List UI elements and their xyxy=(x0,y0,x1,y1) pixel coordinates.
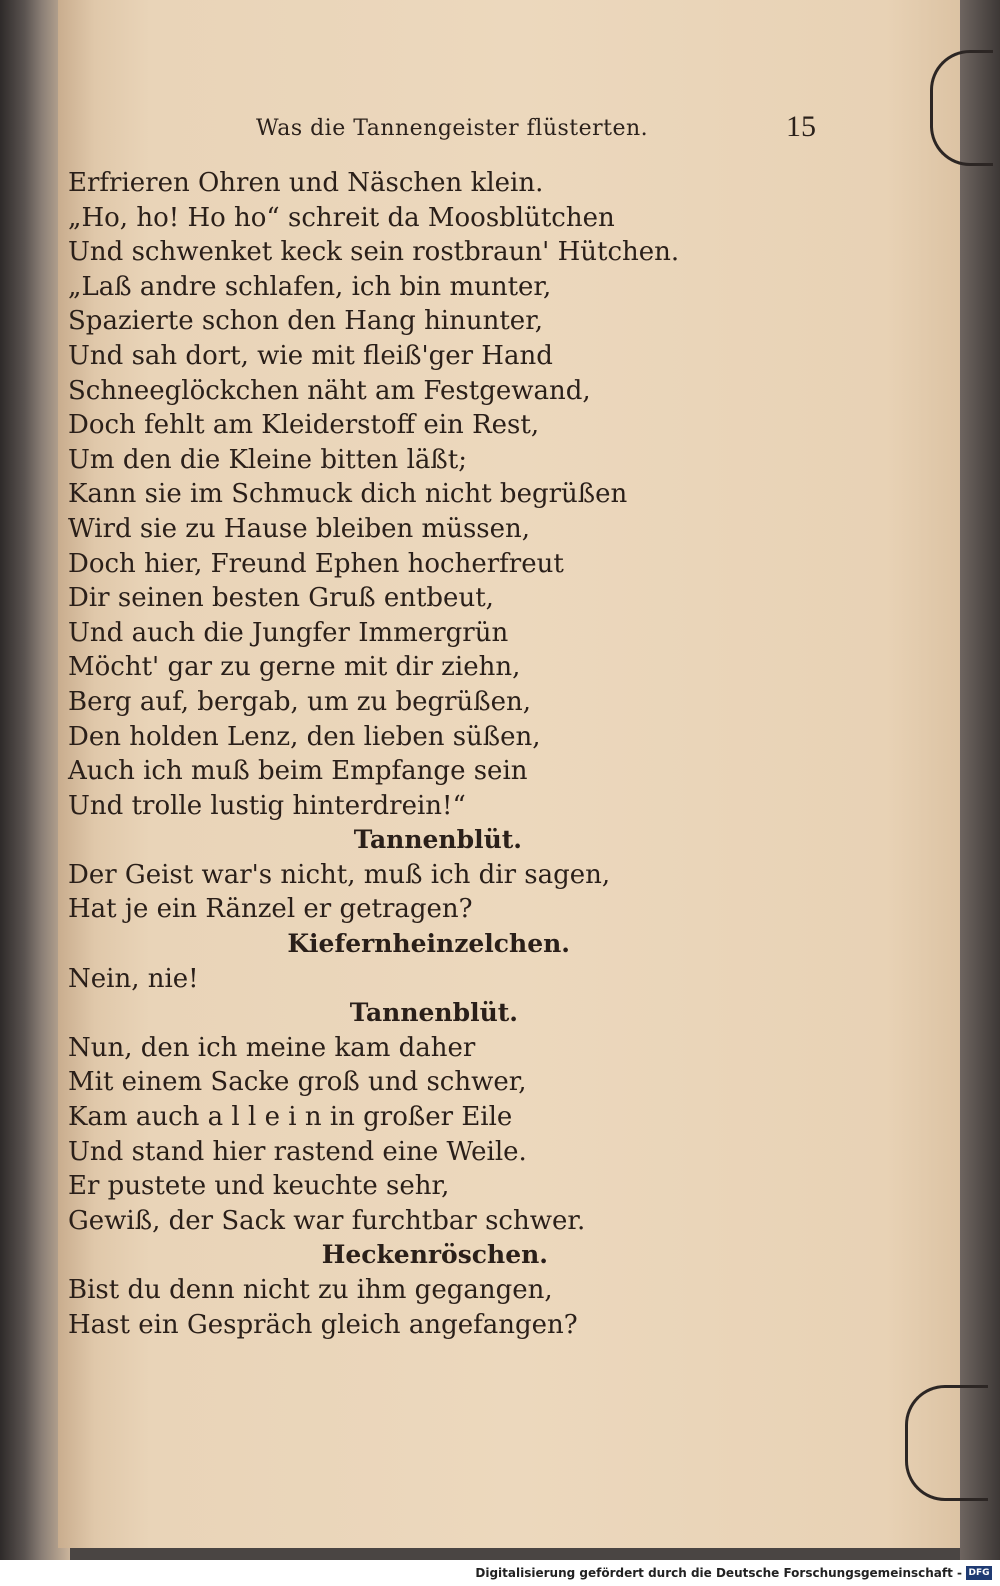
verse-line: Und trolle lustig hinterdrein!“ xyxy=(68,790,466,821)
verse-line: Kann sie im Schmuck dich nicht begrüßen xyxy=(68,479,628,510)
verse-line: „Laß andre schlafen, ich bin munter, xyxy=(68,271,552,302)
running-head: Was die Tannengeister flüsterten. xyxy=(256,116,649,141)
verse-line: Und sah dort, wie mit fleiß'ger Hand xyxy=(68,340,553,371)
verse-line: Dir seinen besten Gruß entbeut, xyxy=(68,583,494,614)
credit-text: Digitalisierung gefördert durch die Deutsche Forschungsgemeinschaft - xyxy=(475,1566,962,1580)
verse-line: Spazierte schon den Hang hinunter, xyxy=(68,306,544,337)
poem-text xyxy=(68,166,708,1342)
verse-line: Berg auf, bergab, um zu begrüßen, xyxy=(68,686,532,717)
verse-line: Den holden Lenz, den lieben süßen, xyxy=(68,721,541,752)
speaker-name: Heckenröschen. xyxy=(321,1240,548,1270)
binding-ring-top xyxy=(930,50,993,166)
digitization-credit xyxy=(475,1566,992,1580)
verse-line: Doch fehlt am Kleiderstoff ein Rest, xyxy=(68,410,540,441)
verse-line: Erfrieren Ohren und Näschen klein. xyxy=(68,168,544,198)
verse-line: Hast ein Gespräch gleich angefangen? xyxy=(68,1309,578,1340)
verse-line: Doch hier, Freund Ephen hocherfreut xyxy=(68,548,564,579)
verse-line: „Ho, ho! Ho ho“ schreit da Moosblütchen xyxy=(68,202,615,233)
dfg-logo: DFG xyxy=(966,1566,992,1580)
speaker-name: Kiefernheinzelchen. xyxy=(287,929,570,959)
verse-line: Schneeglöckchen näht am Festgewand, xyxy=(68,375,591,406)
page-number: 15 xyxy=(786,110,816,143)
page-shadow xyxy=(960,0,1000,1560)
verse-line: Nein, nie! xyxy=(68,963,199,994)
verse-line: Auch ich muß beim Empfange sein xyxy=(68,756,528,787)
verse-line: Und schwenket keck sein rostbraun' Hütchen. xyxy=(68,237,680,268)
verse-line: Gewiß, der Sack war furchtbar schwer. xyxy=(68,1205,586,1236)
verse-line: Er pustete und keuchte sehr, xyxy=(68,1171,450,1202)
verse-line: Kam auch a l l e i n in großer Eile xyxy=(68,1102,513,1133)
verse-line: Hat je ein Ränzel er getragen? xyxy=(68,894,473,925)
verse-line: Und auch die Jungfer Immergrün xyxy=(68,617,509,648)
verse-line: Bist du denn nicht zu ihm gegangen, xyxy=(68,1275,553,1305)
verse-line: Nun, den ich meine kam daher xyxy=(68,1032,476,1063)
speaker-name: Tannenblüt. xyxy=(353,825,522,855)
verse-line: Wird sie zu Hause bleiben müssen, xyxy=(68,513,531,544)
verse-line: Um den die Kleine bitten läßt; xyxy=(68,444,467,475)
verse-line: Und stand hier rastend eine Weile. xyxy=(68,1136,527,1167)
verse-line: Der Geist war's nicht, muß ich dir sagen, xyxy=(68,859,611,890)
speaker-name: Tannenblüt. xyxy=(349,998,518,1028)
verse-line: Mit einem Sacke groß und schwer, xyxy=(68,1067,527,1098)
binding-ring-bottom xyxy=(905,1385,988,1501)
verse-line: Möcht' gar zu gerne mit dir ziehn, xyxy=(68,652,521,683)
